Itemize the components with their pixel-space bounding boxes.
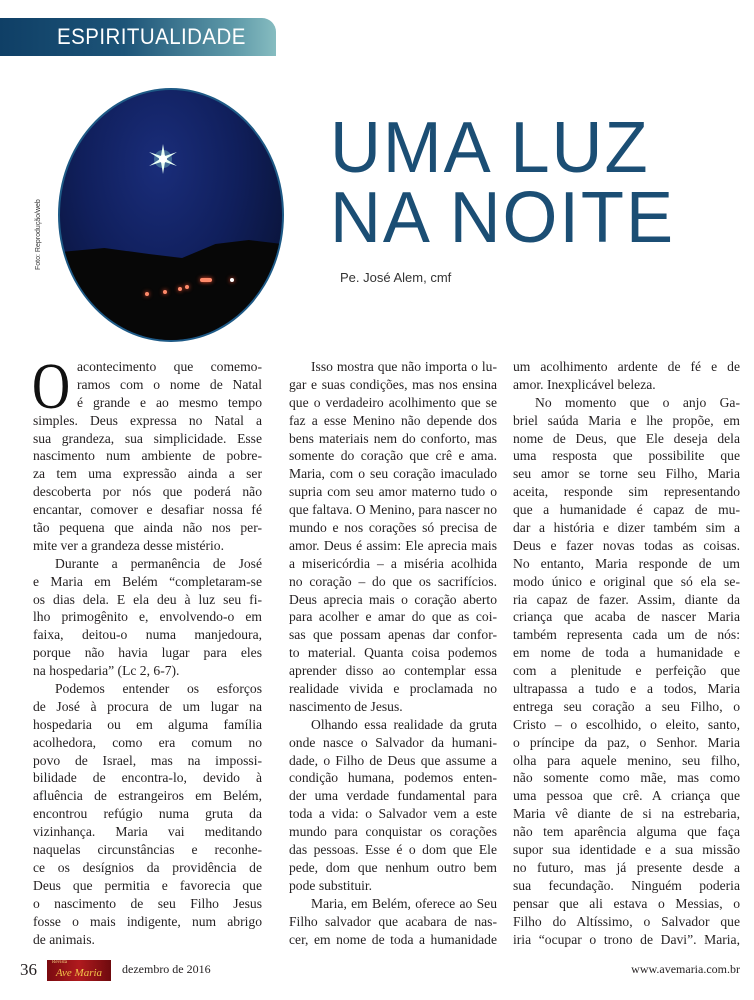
text-line: cer, em nome de toda a humanidade [289,931,497,947]
text-line: encontrou refúgio numa gruta da [33,806,262,822]
text-line: gar e suas condições, mas nos ensina [289,376,497,392]
text-line: descoberta por nós que poderá não [33,484,262,500]
text-line: vizinhança. Maria vai meditando [33,824,262,840]
text-line: acolhedora, como era comum no [33,734,262,750]
text-line: das pessoas. Esse é o dom que Ele [289,842,497,858]
text-line: que a humanidade é capaz de mu- [513,502,740,518]
text-line: entrega seu coração a seu Filho, o [513,698,740,714]
text-line: somente do coração que crê e ama. [289,448,497,464]
article-column-2 [289,358,497,948]
text-line: porque não havia lugar para eles [33,645,262,661]
text-line: ramos com o nome de Natal [77,376,262,392]
text-line: no coração – do que os sacrifícios. [289,573,497,589]
text-line: uma pessoa que crê. A criança que [513,788,740,804]
text-line: bilidade de encontra-lo, devido à [33,770,262,786]
text-line: tão pequena que ainda não nos per- [33,520,262,536]
article-column-3 [513,358,740,948]
drop-cap: O [32,350,71,423]
text-line: pode substituir. [289,877,373,893]
text-line: sua fecundação. Ninguém poderia [513,877,740,893]
text-line: Filho salvador que acabara de nas- [289,913,497,929]
text-line: fosse o mais indigente, num abrigo [33,913,262,929]
text-line: Deus e fazer novas todas as coisas. [513,537,740,553]
text-line: Deus aprecia mais o coração aberto [289,591,497,607]
text-line: uma resposta que possibilite que [513,448,740,464]
text-line: que faltava. O Menino, para nascer no [289,502,497,518]
text-line: Durante a permanência de José [55,555,262,571]
text-line: supria com seu amor materno tudo o [289,484,497,500]
text-line: simples. Deus expressa no Natal a [33,412,262,428]
text-line: onde nasce o Salvador da humani- [289,734,497,750]
text-line: Maria, com o seu coração imaculado [289,466,497,482]
text-line: nome de Deus, que Ele deseja dela [513,430,740,446]
text-line: briel saúda Maria e lhe propõe, em [513,412,740,428]
text-line: seu amor se torne seu Filho, Maria [513,466,740,482]
text-line: faz a esse Menino não depende dos [289,412,497,428]
website-link[interactable]: www.avemaria.com.br [631,962,740,976]
article-title-line-1: UMA LUZ [330,108,650,188]
text-line: ce os desígnios da providência de [33,859,262,875]
text-line: os dias dela. E ela deu à luz seu fi- [33,591,262,607]
text-line: não somente como mãe, mas como [513,770,740,786]
text-line: realidade vivida e proclamada no [289,681,497,697]
text-line: nascimento de Jesus. [289,698,403,714]
text-line: que o verdadeiro acolhimento que se [289,394,497,410]
text-line: povo de Israel, mas na impossi- [33,752,262,768]
text-line: der uma verdade fundamental para [289,788,497,804]
text-line: Deus que permitia e favorecia que [33,877,262,893]
text-line: no futuro, mas já presente desde a [513,859,740,875]
text-line: a misericórdia – a miséria acolhida [289,555,497,571]
text-line: condição humana, podemos enten- [289,770,497,786]
text-line: de José à procura de um lugar na [33,698,262,714]
text-line: na hospedaria” (Lc 2, 6-7). [33,663,180,679]
text-line: nascimento num ambiente de pobre- [33,448,262,464]
text-line: iria “ocupar o trono de Davi”. Maria, [513,931,740,947]
text-line: sua grandeza, sua simplicidade. Esse [33,430,262,446]
text-line: modo único e original que só ela se- [513,573,740,589]
text-line: e Maria em Belém “completaram-se [33,573,262,589]
text-line: aceita, responde sim representando [513,484,740,500]
text-line: hospedaria ou em alguma família [33,716,262,732]
text-line: o nascimento de seu Filho Jesus [33,895,262,911]
text-line: também representa cada um de nós: [513,627,740,643]
logo-text: Ave Maria [55,967,103,979]
section-label: ESPIRITUALIDADE [57,24,246,49]
text-line: pensar que ali estava o Messias, o [513,895,740,911]
text-line: mite ver a grandeza desse mistério. [33,537,224,553]
text-line: toda a vida: o Salvador vem a este [289,806,497,822]
text-line: lho primogênito e, envolvendo-o em [33,609,262,625]
text-line: Maria vê diante de si na estrebaria, [513,806,740,822]
logo-small-text: Revista [52,960,67,965]
text-line: Filho do Altíssimo, o Salvador que [513,913,740,929]
text-line: No momento que o anjo Ga- [535,394,740,410]
text-line: amor. Deus é assim: Ele aprecia mais [289,537,497,553]
text-line: mundo para conquistar os corações [289,824,497,840]
text-line: Podemos entender os esforços [55,681,262,697]
text-line: em nome de toda a humanidade e [513,645,740,661]
section-header [0,18,276,56]
text-line: Olhando essa realidade da gruta [311,716,497,732]
text-line: sas que possam apenas dar confor- [289,627,497,643]
text-line: não tem aparência alguma que faça [513,824,740,840]
issue-date: dezembro de 2016 [122,962,211,976]
text-line: No entanto, Maria responde de um [513,555,740,571]
text-line: Isso mostra que não importa o lu- [311,359,497,374]
text-line: Maria, em Belém, oferece ao Seu [311,895,497,911]
text-line: encantar, comover e desafiar nossa fé [33,502,262,518]
text-line: dade, o Filho de Deus que assume a [289,752,497,768]
text-line: ultrapassa a tudo e a todos, Maria [513,681,740,697]
article-title-line-2: NA NOITE [330,178,676,258]
text-line: to material. Quanta coisa podemos [289,645,497,661]
photo-credit: Foto: Reprodução/web [35,199,42,270]
text-line: o príncipe da paz, o Senhor. Maria [513,734,740,750]
text-line: ria capaz de fazer. Assim, diante da [513,591,740,607]
text-line: pede, dom que nenhum outro bem [289,859,497,875]
text-line: criança que acaba de nascer Maria [513,609,740,625]
text-line: acontecimento que comemo- [77,359,262,374]
text-line: afluência de estrangeiros em Belém, [33,788,262,804]
page-number: 36 [20,960,37,979]
magazine-logo [47,960,111,981]
text-line: amor. Inexplicável beleza. [513,376,656,392]
text-line: olha para aquele menino, seu filho, [513,752,740,768]
text-line: supor sua identidade e a sua missão [513,842,740,858]
text-line: para acolher e amar do que as coi- [289,609,497,625]
text-line: é grande e ao mesmo tempo [77,394,262,410]
text-line: mundo e nos corações só precisa de [289,520,497,536]
text-line: um acolhimento ardente de fé e de [513,359,740,374]
text-line: aprender disso ao contemplar essa [289,663,497,679]
text-line: naquelas circunstâncias e reconhe- [33,842,262,858]
article-author: Pe. José Alem, cmf [340,270,452,285]
text-line: faixa, deitou-o numa manjedoura, [33,627,262,643]
text-line: bens materiais nem do conforto, mas [289,430,497,446]
article-photo [58,88,284,342]
text-line: de animais. [33,931,95,947]
text-line: com a plenitude e perfeição que [513,663,740,679]
star-icon [148,144,178,174]
text-line: za tem uma expressão ainda a ser [33,466,262,482]
text-line: dar a história e dizer também sim a [513,520,740,536]
text-line: Cristo – o escolhido, o eleito, santo, [513,716,740,732]
article-column-1 [32,350,262,948]
